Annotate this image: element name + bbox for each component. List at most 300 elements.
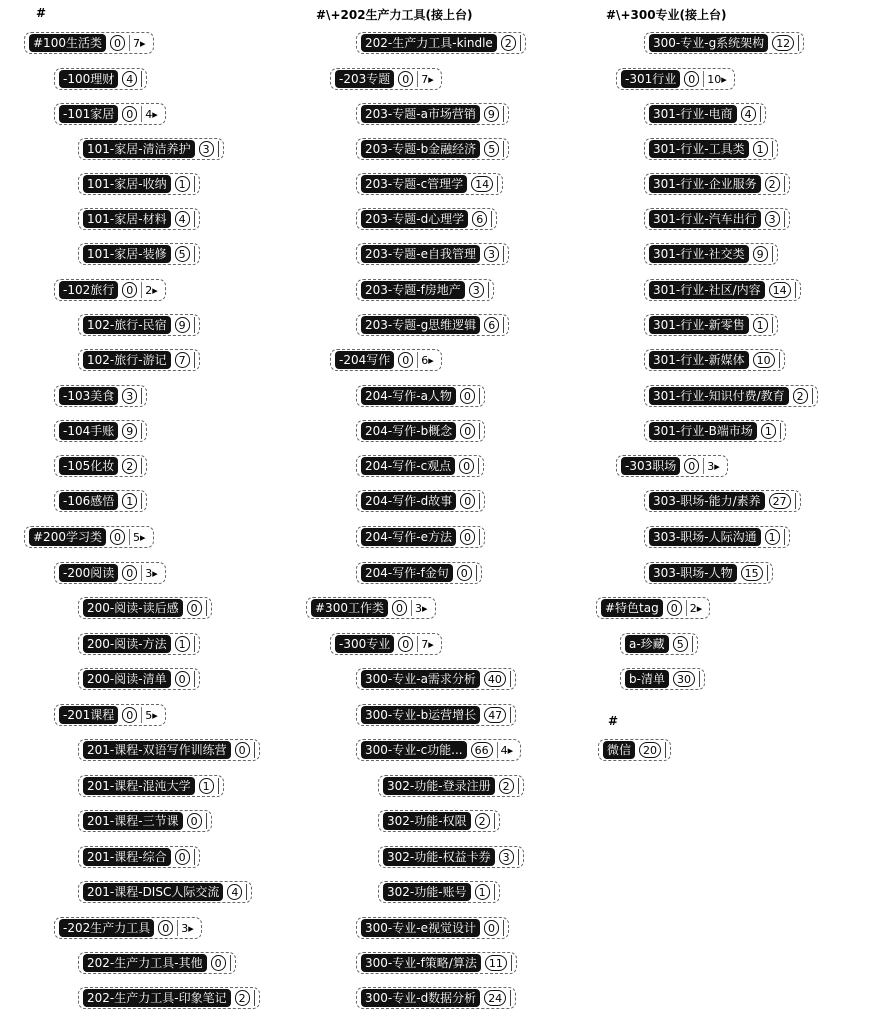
- tag-label[interactable]: 301-行业-社区/内容: [649, 281, 765, 299]
- tag-item[interactable]: [356, 917, 509, 939]
- divider: [478, 458, 479, 474]
- tag-count-badge: 5: [484, 141, 499, 157]
- tag-count-badge: 9: [753, 246, 768, 262]
- divider: [520, 35, 521, 51]
- tag-label[interactable]: 102-旅行-游记: [83, 351, 171, 369]
- tag-count-badge: 1: [122, 493, 137, 509]
- tag-item[interactable]: [598, 739, 671, 761]
- divider: [218, 141, 219, 157]
- tag-label[interactable]: #100生活类: [29, 34, 106, 52]
- tag-item[interactable]: [644, 314, 778, 336]
- tag-label[interactable]: 201-课程-混沌大学: [83, 777, 195, 795]
- tag-count-badge: 4: [741, 106, 756, 122]
- tag-count-badge: 1: [753, 141, 768, 157]
- tag-label[interactable]: 204-写作-e方法: [361, 528, 456, 546]
- tag-label[interactable]: -104手账: [59, 422, 118, 440]
- tag-count-badge: 0: [484, 920, 499, 936]
- tag-label[interactable]: a-珍藏: [625, 635, 669, 653]
- tag-count-badge: 2: [793, 388, 808, 404]
- tag-item[interactable]: [78, 138, 224, 160]
- tag-count-badge: 12: [772, 35, 794, 51]
- tag-label[interactable]: 201-课程-DISC人际交流: [83, 883, 223, 901]
- tag-label[interactable]: -101家居: [59, 105, 118, 123]
- tag-label[interactable]: #300工作类: [311, 599, 388, 617]
- tag-label[interactable]: -200阅读: [59, 564, 118, 582]
- divider: [772, 141, 773, 157]
- divider: [503, 920, 504, 936]
- tag-count-badge: 0: [398, 352, 413, 368]
- tag-count-badge: 30: [673, 671, 695, 687]
- tag-item[interactable]: [356, 279, 494, 301]
- tag-item[interactable]: [644, 173, 790, 195]
- tag-item[interactable]: [54, 420, 147, 442]
- tag-label[interactable]: 301-行业-汽车出行: [649, 210, 761, 228]
- tag-count-badge: 3: [484, 246, 499, 262]
- col1-header: #: [36, 6, 47, 20]
- tag-label[interactable]: -301行业: [621, 70, 680, 88]
- tag-label[interactable]: 300-专业-d数据分析: [361, 989, 480, 1007]
- tag-item[interactable]: [78, 668, 200, 690]
- tag-count-badge: 7: [175, 352, 190, 368]
- tag-item[interactable]: [644, 32, 804, 54]
- tag-count-badge: 2: [501, 35, 516, 51]
- expand-children-toggle[interactable]: 5▸: [129, 529, 149, 545]
- divider: [230, 955, 231, 971]
- tag-item[interactable]: [356, 243, 509, 265]
- expand-children-toggle[interactable]: 7▸: [417, 71, 437, 87]
- divider: [141, 423, 142, 439]
- tag-label[interactable]: 301-行业-工具类: [649, 140, 749, 158]
- tag-label[interactable]: 301-行业-B端市场: [649, 422, 757, 440]
- col2-header: #\+202生产力工具(接上台): [316, 8, 473, 22]
- divider: [141, 493, 142, 509]
- tag-label[interactable]: -201课程: [59, 706, 118, 724]
- tag-label[interactable]: 204-写作-d故事: [361, 492, 456, 510]
- tag-label[interactable]: 300-专业-b运营增长: [361, 706, 480, 724]
- tag-item[interactable]: [24, 526, 154, 548]
- tag-item[interactable]: [356, 704, 516, 726]
- tag-item[interactable]: [356, 490, 485, 512]
- tag-count-badge: 3: [499, 849, 514, 865]
- tag-count-badge: 1: [761, 423, 776, 439]
- divider: [503, 317, 504, 333]
- divider: [141, 388, 142, 404]
- expand-children-toggle[interactable]: 4▸: [497, 742, 517, 758]
- divider: [494, 884, 495, 900]
- tag-count-badge: 5: [673, 636, 688, 652]
- tag-item[interactable]: [644, 490, 801, 512]
- tag-item[interactable]: [356, 103, 509, 125]
- tag-label[interactable]: #特色tag: [601, 599, 663, 617]
- tag-label[interactable]: 203-专题-f房地产: [361, 281, 465, 299]
- tag-item[interactable]: [54, 279, 166, 301]
- tag-item[interactable]: [78, 349, 200, 371]
- tag-label[interactable]: 200-阅读-方法: [83, 635, 171, 653]
- divider: [194, 352, 195, 368]
- tag-item[interactable]: [54, 385, 147, 407]
- tag-count-badge: 6: [484, 317, 499, 333]
- tag-count-badge: 9: [484, 106, 499, 122]
- tag-label[interactable]: 203-专题-d心理学: [361, 210, 468, 228]
- tag-item[interactable]: [78, 633, 200, 655]
- tag-item[interactable]: [54, 103, 166, 125]
- tag-item[interactable]: [644, 562, 773, 584]
- expand-children-toggle[interactable]: 3▸: [411, 600, 431, 616]
- tag-item[interactable]: [330, 349, 442, 371]
- tag-item[interactable]: [78, 952, 236, 974]
- tag-item[interactable]: [78, 810, 212, 832]
- divider: [479, 529, 480, 545]
- expand-children-toggle[interactable]: 6▸: [417, 352, 437, 368]
- tag-label[interactable]: 204-写作-a人物: [361, 387, 456, 405]
- tag-label[interactable]: 204-写作-f金句: [361, 564, 453, 582]
- tag-label[interactable]: 201-课程-三节课: [83, 812, 183, 830]
- tag-label[interactable]: -105化妆: [59, 457, 118, 475]
- tag-item[interactable]: [644, 138, 778, 160]
- tag-item[interactable]: [378, 775, 524, 797]
- tag-item[interactable]: [596, 597, 710, 619]
- tag-count-badge: 3: [122, 388, 137, 404]
- divider: [254, 990, 255, 1006]
- tag-label[interactable]: -203专题: [335, 70, 394, 88]
- tag-count-badge: 9: [122, 423, 137, 439]
- tag-item[interactable]: [356, 455, 484, 477]
- tag-label[interactable]: 301-行业-企业服务: [649, 175, 761, 193]
- tag-item[interactable]: [330, 633, 442, 655]
- tag-item[interactable]: [330, 68, 442, 90]
- tag-count-badge: 1: [175, 636, 190, 652]
- tag-count-badge: 1: [753, 317, 768, 333]
- tag-count-badge: 0: [398, 71, 413, 87]
- tag-count-badge: 14: [471, 176, 493, 192]
- tag-label[interactable]: 202-生产力工具-kindle: [361, 34, 497, 52]
- tag-item[interactable]: [644, 349, 785, 371]
- tag-label[interactable]: 303-职场-人物: [649, 564, 737, 582]
- tag-count-badge: 1: [765, 529, 780, 545]
- divider: [812, 388, 813, 404]
- tag-count-badge: 0: [460, 388, 475, 404]
- tag-label[interactable]: 301-行业-电商: [649, 105, 737, 123]
- tag-count-badge: 0: [122, 106, 137, 122]
- tag-count-badge: 0: [211, 955, 226, 971]
- tag-count-badge: 0: [460, 529, 475, 545]
- tag-count-badge: 2: [122, 458, 137, 474]
- divider: [194, 317, 195, 333]
- tag-item[interactable]: [644, 385, 818, 407]
- tag-count-badge: 24: [484, 990, 506, 1006]
- tag-count-badge: 14: [769, 282, 791, 298]
- tag-count-badge: 0: [122, 707, 137, 723]
- tag-item[interactable]: [356, 952, 517, 974]
- divider: [760, 106, 761, 122]
- expand-children-toggle[interactable]: 3▸: [177, 920, 197, 936]
- tag-label[interactable]: 303-职场-能力/素养: [649, 492, 765, 510]
- tag-item[interactable]: [356, 173, 503, 195]
- tag-count-badge: 0: [460, 423, 475, 439]
- divider: [784, 176, 785, 192]
- tag-item[interactable]: [356, 32, 526, 54]
- tag-item[interactable]: [356, 385, 485, 407]
- tag-count-badge: 0: [667, 600, 682, 616]
- tag-count-badge: 3: [469, 282, 484, 298]
- tag-count-badge: 66: [471, 742, 493, 758]
- divider: [795, 493, 796, 509]
- tag-label[interactable]: 301-行业-新零售: [649, 316, 749, 334]
- divider: [218, 778, 219, 794]
- divider: [518, 849, 519, 865]
- tag-item[interactable]: [644, 208, 790, 230]
- divider: [479, 423, 480, 439]
- divider: [479, 388, 480, 404]
- tag-item[interactable]: [78, 846, 200, 868]
- expand-children-toggle[interactable]: 3▸: [141, 565, 161, 581]
- tag-item[interactable]: [616, 68, 735, 90]
- tag-count-badge: 1: [175, 176, 190, 192]
- tag-item[interactable]: [78, 881, 252, 903]
- tag-label[interactable]: 200-阅读-清单: [83, 670, 171, 688]
- divider: [194, 636, 195, 652]
- tag-item[interactable]: [54, 455, 147, 477]
- tag-item[interactable]: [54, 917, 202, 939]
- divider: [518, 778, 519, 794]
- tag-label[interactable]: 204-写作-b概念: [361, 422, 456, 440]
- tag-item[interactable]: [356, 987, 516, 1009]
- tag-label[interactable]: 微信: [603, 741, 635, 759]
- tag-count-badge: 0: [392, 600, 407, 616]
- tag-label[interactable]: 203-专题-a市场营销: [361, 105, 480, 123]
- divider: [798, 35, 799, 51]
- divider: [194, 246, 195, 262]
- tag-label[interactable]: -106感悟: [59, 492, 118, 510]
- tag-count-badge: 0: [122, 565, 137, 581]
- tag-label[interactable]: 101-家居-清洁养护: [83, 140, 195, 158]
- divider: [194, 849, 195, 865]
- tag-label[interactable]: 101-家居-材料: [83, 210, 171, 228]
- tag-label[interactable]: 300-专业-f策略/算法: [361, 954, 481, 972]
- divider: [779, 352, 780, 368]
- divider: [194, 671, 195, 687]
- tag-item[interactable]: [78, 173, 200, 195]
- expand-children-toggle[interactable]: 2▸: [686, 600, 706, 616]
- tag-label[interactable]: 201-课程-综合: [83, 848, 171, 866]
- tag-count-badge: 0: [187, 813, 202, 829]
- tag-count-badge: 20: [639, 742, 661, 758]
- tag-item[interactable]: [356, 314, 509, 336]
- tag-label[interactable]: 203-专题-e自我管理: [361, 245, 480, 263]
- tag-item[interactable]: [78, 987, 260, 1009]
- tag-count-badge: 5: [175, 246, 190, 262]
- tag-label[interactable]: 201-课程-双语写作训练营: [83, 741, 231, 759]
- tag-label[interactable]: -202生产力工具: [59, 919, 154, 937]
- misc-header: #: [608, 714, 619, 728]
- tag-count-badge: 9: [175, 317, 190, 333]
- divider: [784, 529, 785, 545]
- tag-item[interactable]: [356, 138, 509, 160]
- divider: [784, 211, 785, 227]
- tag-label[interactable]: 300-专业-e视觉设计: [361, 919, 480, 937]
- divider: [194, 176, 195, 192]
- tag-label[interactable]: 204-写作-c观点: [361, 457, 455, 475]
- tag-item[interactable]: [356, 739, 521, 761]
- tag-item[interactable]: [306, 597, 436, 619]
- expand-children-toggle[interactable]: 10▸: [703, 71, 730, 87]
- tag-item[interactable]: [644, 420, 786, 442]
- tag-label[interactable]: 301-行业-新媒体: [649, 351, 749, 369]
- divider: [767, 565, 768, 581]
- tag-item[interactable]: [54, 704, 166, 726]
- tag-count-badge: 2: [499, 778, 514, 794]
- tag-count-badge: 4: [175, 211, 190, 227]
- tag-item[interactable]: [620, 633, 698, 655]
- tag-count-badge: 0: [398, 636, 413, 652]
- tag-label[interactable]: 202-生产力工具-印象笔记: [83, 989, 231, 1007]
- tag-label[interactable]: 101-家居-装修: [83, 245, 171, 263]
- divider: [772, 317, 773, 333]
- tag-label[interactable]: -102旅行: [59, 281, 118, 299]
- tag-count-badge: 2: [475, 813, 490, 829]
- divider: [497, 176, 498, 192]
- divider: [206, 813, 207, 829]
- divider: [510, 707, 511, 723]
- tag-item[interactable]: [644, 526, 790, 548]
- tag-item[interactable]: [78, 314, 200, 336]
- tag-label[interactable]: 300-专业-c功能...: [361, 741, 467, 759]
- tag-count-badge: 10: [753, 352, 775, 368]
- tag-item[interactable]: [54, 562, 166, 584]
- tag-item[interactable]: [356, 562, 482, 584]
- tag-label[interactable]: -303职场: [621, 457, 680, 475]
- divider: [479, 493, 480, 509]
- tag-label[interactable]: #200学习类: [29, 528, 106, 546]
- tag-item[interactable]: [378, 846, 524, 868]
- tag-count-badge: 0: [460, 493, 475, 509]
- tag-count-badge: 0: [684, 71, 699, 87]
- tag-label[interactable]: 300-专业-a需求分析: [361, 670, 480, 688]
- tag-label[interactable]: 301-行业-社交类: [649, 245, 749, 263]
- divider: [488, 282, 489, 298]
- tag-item[interactable]: [644, 243, 778, 265]
- tag-count-badge: 0: [122, 282, 137, 298]
- tag-count-badge: 0: [684, 458, 699, 474]
- tag-count-badge: 0: [235, 742, 250, 758]
- tag-count-badge: 2: [765, 176, 780, 192]
- tag-count-badge: 15: [741, 565, 763, 581]
- tag-count-badge: 3: [199, 141, 214, 157]
- tag-item[interactable]: [78, 208, 200, 230]
- tag-item[interactable]: [78, 243, 200, 265]
- tag-count-badge: 2: [235, 990, 250, 1006]
- tag-label[interactable]: 203-专题-b金融经济: [361, 140, 480, 158]
- tag-item[interactable]: [356, 668, 516, 690]
- expand-children-toggle[interactable]: 2▸: [141, 282, 161, 298]
- tag-item[interactable]: [356, 420, 485, 442]
- tag-label[interactable]: -300专业: [335, 635, 394, 653]
- divider: [510, 671, 511, 687]
- tag-item[interactable]: [78, 739, 260, 761]
- tag-item[interactable]: [616, 455, 728, 477]
- tag-item[interactable]: [378, 810, 500, 832]
- tag-item[interactable]: [644, 279, 801, 301]
- expand-children-toggle[interactable]: 4▸: [141, 106, 161, 122]
- tag-item[interactable]: [24, 32, 154, 54]
- tag-item[interactable]: [378, 881, 500, 903]
- divider: [206, 600, 207, 616]
- tag-count-badge: 1: [475, 884, 490, 900]
- divider: [665, 742, 666, 758]
- tag-label[interactable]: -103美食: [59, 387, 118, 405]
- tag-count-badge: 11: [485, 955, 507, 971]
- tag-count-badge: 0: [187, 600, 202, 616]
- tag-count-badge: 27: [769, 493, 791, 509]
- tag-item[interactable]: [620, 668, 705, 690]
- divider: [503, 141, 504, 157]
- divider: [772, 246, 773, 262]
- tag-count-badge: 6: [472, 211, 487, 227]
- tag-label[interactable]: b-清单: [625, 670, 669, 688]
- expand-children-toggle[interactable]: 7▸: [417, 636, 437, 652]
- tag-item[interactable]: [78, 597, 212, 619]
- tag-label[interactable]: 203-专题-g思维逻辑: [361, 316, 480, 334]
- tag-label[interactable]: 101-家居-收纳: [83, 175, 171, 193]
- divider: [511, 955, 512, 971]
- divider: [141, 458, 142, 474]
- tag-item[interactable]: [644, 103, 766, 125]
- divider: [503, 106, 504, 122]
- divider: [476, 565, 477, 581]
- tag-item[interactable]: [54, 490, 147, 512]
- tag-label[interactable]: 300-专业-g系统架构: [649, 34, 768, 52]
- tag-label[interactable]: 303-职场-人际沟通: [649, 528, 761, 546]
- expand-children-toggle[interactable]: 5▸: [141, 707, 161, 723]
- tag-count-badge: 4: [227, 884, 242, 900]
- tag-count-badge: 1: [199, 778, 214, 794]
- col3-header: #\+300专业(接上台): [606, 8, 727, 22]
- tag-count-badge: 0: [459, 458, 474, 474]
- tag-count-badge: 40: [484, 671, 506, 687]
- divider: [503, 246, 504, 262]
- divider: [795, 282, 796, 298]
- tag-item[interactable]: [356, 208, 497, 230]
- tag-label[interactable]: 301-行业-知识付费/教育: [649, 387, 789, 405]
- tag-count-badge: 47: [484, 707, 506, 723]
- divider: [141, 71, 142, 87]
- tag-item[interactable]: [54, 68, 147, 90]
- tag-item[interactable]: [78, 775, 224, 797]
- divider: [780, 423, 781, 439]
- tag-label[interactable]: 302-功能-登录注册: [383, 777, 495, 795]
- expand-children-toggle[interactable]: 3▸: [703, 458, 723, 474]
- tag-count-badge: 0: [158, 920, 173, 936]
- tag-label[interactable]: 302-功能-权益卡券: [383, 848, 495, 866]
- tag-label[interactable]: -204写作: [335, 351, 394, 369]
- divider: [491, 211, 492, 227]
- tag-count-badge: 0: [110, 529, 125, 545]
- tag-label[interactable]: 200-阅读-读后感: [83, 599, 183, 617]
- tag-label[interactable]: 102-旅行-民宿: [83, 316, 171, 334]
- expand-children-toggle[interactable]: 7▸: [129, 35, 149, 51]
- divider: [494, 813, 495, 829]
- tag-item[interactable]: [356, 526, 485, 548]
- divider: [254, 742, 255, 758]
- divider: [692, 636, 693, 652]
- divider: [699, 671, 700, 687]
- tag-label[interactable]: 203-专题-c管理学: [361, 175, 467, 193]
- divider: [194, 211, 195, 227]
- tag-label[interactable]: 302-功能-权限: [383, 812, 471, 830]
- tag-label[interactable]: -100理财: [59, 70, 118, 88]
- tag-label[interactable]: 302-功能-账号: [383, 883, 471, 901]
- tag-label[interactable]: 202-生产力工具-其他: [83, 954, 207, 972]
